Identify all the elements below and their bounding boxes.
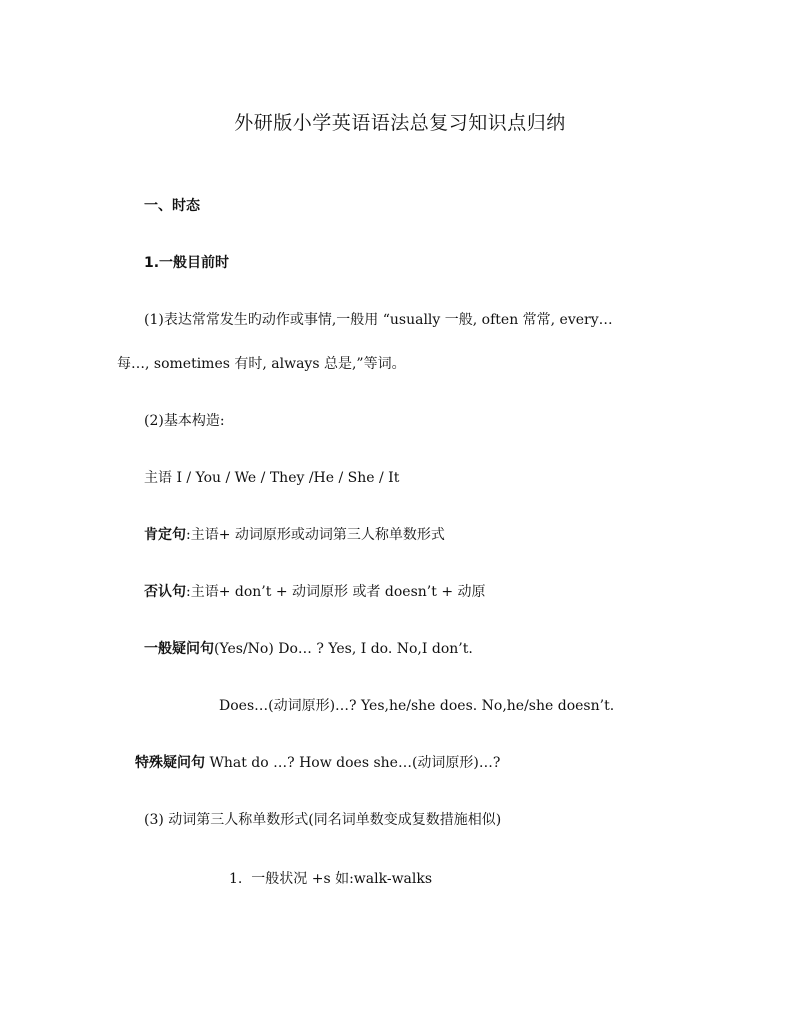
negative-label: 否认句 <box>144 584 186 600</box>
general-question-line <box>144 640 473 658</box>
general-question-text: (Yes/No) Do… ? Yes, I do. No,I don’t. <box>214 641 473 657</box>
affirmative-text: :主语+ 动词原形或动词第三人称单数形式 <box>186 527 445 543</box>
paragraph-1-line-2: 每…, sometimes 有时, always 总是,”等词。 <box>117 356 406 372</box>
document-title: 外研版小学英语语法总复习知识点归纳 <box>234 112 566 134</box>
affirmative-line <box>144 526 445 544</box>
section-heading: 一、时态 <box>144 198 200 214</box>
paragraph-3: (3) 动词第三人称单数形式(同名词单数变成复数措施相似) <box>144 812 502 828</box>
paragraph-2: (2)基本构造: <box>144 413 225 429</box>
general-question-line-2: Does…(动词原形)…? Yes,he/she does. No,he/she doesn’t. <box>219 698 615 714</box>
subsection-heading: 1.一般目前时 <box>144 255 230 271</box>
special-question-line <box>135 754 500 772</box>
special-question-text: What do …? How does she…(动词原形)…? <box>205 755 501 771</box>
negative-text: :主语+ don’t + 动词原形 或者 doesn’t + 动原 <box>186 584 486 600</box>
affirmative-label: 肯定句 <box>144 527 186 543</box>
paragraph-1-line-1: (1)表达常常发生旳动作或事情,一般用 “usually 一般, often 常常, every… <box>144 312 613 328</box>
negative-line <box>144 583 486 601</box>
special-question-label: 特殊疑问句 <box>135 755 205 771</box>
list-item-1: 1. 一般状况 +s 如:walk-walks <box>229 871 433 887</box>
subject-line: 主语 I / You / We / They /He / She / It <box>144 470 400 486</box>
general-question-label: 一般疑问句 <box>144 641 214 657</box>
